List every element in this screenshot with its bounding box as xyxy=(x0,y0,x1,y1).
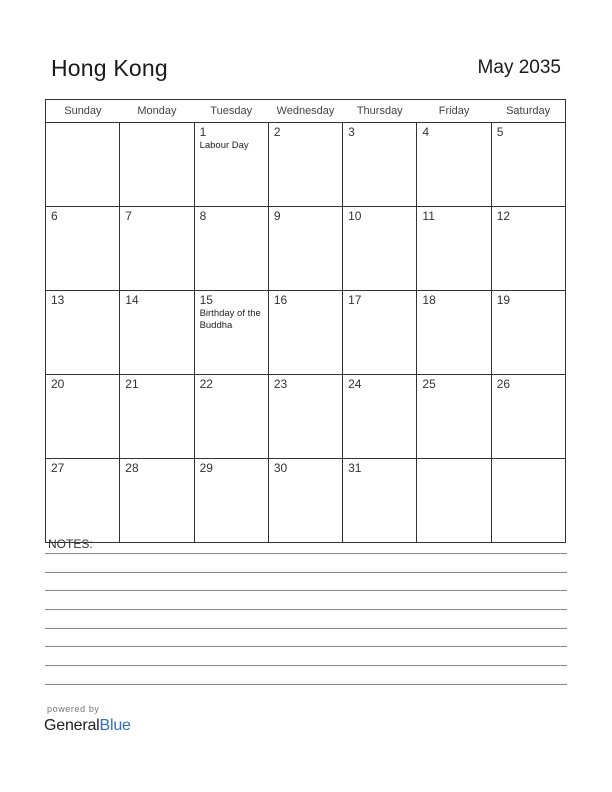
day-cell[interactable] xyxy=(417,291,491,375)
day-number: 21 xyxy=(125,377,139,391)
day-number: 28 xyxy=(125,461,139,475)
day-number: 16 xyxy=(273,293,288,307)
day-cell[interactable] xyxy=(194,123,268,207)
day-cell[interactable] xyxy=(343,459,417,543)
day-cell[interactable] xyxy=(46,291,120,375)
day-number: 1 xyxy=(199,125,207,139)
day-number: 22 xyxy=(199,377,213,391)
day-number: 17 xyxy=(348,293,362,307)
week-row xyxy=(46,459,566,543)
month-year-title: May 2035 xyxy=(477,57,561,78)
day-number: 26 xyxy=(496,377,511,391)
day-number: 30 xyxy=(273,461,288,475)
day-cell[interactable] xyxy=(120,291,194,375)
week-row xyxy=(46,291,566,375)
day-number: 7 xyxy=(125,209,132,223)
day-number: 13 xyxy=(51,293,65,307)
day-number: 20 xyxy=(51,377,65,391)
day-cell[interactable] xyxy=(268,375,342,459)
day-number: 11 xyxy=(422,209,435,223)
brand-blue: Blue xyxy=(99,717,131,734)
day-number: 29 xyxy=(199,461,213,475)
day-number: 19 xyxy=(496,293,511,307)
calendar-grid xyxy=(45,99,566,543)
note-line xyxy=(45,646,567,647)
day-cell[interactable] xyxy=(417,375,491,459)
day-cell[interactable] xyxy=(46,459,120,543)
weekday-saturday: Saturday xyxy=(491,100,565,123)
generalblue-logo[interactable] xyxy=(44,717,131,735)
day-number: 4 xyxy=(422,125,430,139)
day-cell[interactable] xyxy=(491,207,565,291)
region-title: Hong Kong xyxy=(51,55,168,81)
notes-label: NOTES: xyxy=(48,537,93,551)
day-cell[interactable] xyxy=(268,459,342,543)
day-cell[interactable] xyxy=(417,207,491,291)
day-cell[interactable] xyxy=(194,291,268,375)
day-cell[interactable] xyxy=(491,123,565,207)
day-cell[interactable] xyxy=(343,375,417,459)
day-cell[interactable] xyxy=(491,291,565,375)
day-cell[interactable] xyxy=(120,459,194,543)
empty-day-cell xyxy=(46,123,120,207)
note-line xyxy=(45,609,567,610)
empty-day-cell xyxy=(120,123,194,207)
empty-day-cell xyxy=(417,459,491,543)
day-number: 10 xyxy=(348,209,362,223)
day-cell[interactable] xyxy=(343,207,417,291)
powered-by-text: powered by xyxy=(47,704,100,714)
day-cell[interactable] xyxy=(194,207,268,291)
day-number: 25 xyxy=(422,377,436,391)
weekday-monday: Monday xyxy=(120,100,194,123)
day-number: 27 xyxy=(51,461,65,475)
weekday-thursday: Thursday xyxy=(343,100,417,123)
day-number: 3 xyxy=(348,125,355,139)
day-cell[interactable] xyxy=(120,207,194,291)
day-number: 24 xyxy=(348,377,362,391)
empty-day-cell xyxy=(491,459,565,543)
day-cell[interactable] xyxy=(268,291,342,375)
day-cell[interactable] xyxy=(417,123,491,207)
day-cell[interactable] xyxy=(343,291,417,375)
note-line xyxy=(45,684,567,685)
note-line xyxy=(45,590,567,591)
day-number: 2 xyxy=(273,125,281,139)
day-number: 5 xyxy=(496,125,504,139)
day-number: 14 xyxy=(125,293,139,307)
note-line xyxy=(45,553,567,554)
day-cell[interactable] xyxy=(46,375,120,459)
day-number: 15 xyxy=(199,293,213,307)
week-row xyxy=(46,123,566,207)
day-cell[interactable] xyxy=(268,207,342,291)
week-row xyxy=(46,375,566,459)
weekday-wednesday: Wednesday xyxy=(268,100,342,123)
weekday-header-row xyxy=(46,100,566,123)
day-cell[interactable] xyxy=(194,375,268,459)
weekday-sunday: Sunday xyxy=(46,100,120,123)
holiday-label: Birthday of the Buddha xyxy=(199,308,261,331)
day-number: 12 xyxy=(496,209,511,223)
day-cell[interactable] xyxy=(194,459,268,543)
day-number: 18 xyxy=(422,293,436,307)
day-number: 31 xyxy=(348,461,362,475)
day-cell[interactable] xyxy=(268,123,342,207)
holiday-label: Labour Day xyxy=(199,140,249,151)
day-cell[interactable] xyxy=(46,207,120,291)
day-number: 6 xyxy=(51,209,58,223)
note-line xyxy=(45,572,567,573)
brand-general: General xyxy=(44,717,100,734)
weekday-tuesday: Tuesday xyxy=(194,100,268,123)
weekday-friday: Friday xyxy=(417,100,491,123)
day-number: 8 xyxy=(199,209,207,223)
day-number: 23 xyxy=(273,377,288,391)
week-row xyxy=(46,207,566,291)
day-cell[interactable] xyxy=(120,375,194,459)
day-cell[interactable] xyxy=(343,123,417,207)
note-line xyxy=(45,665,567,666)
day-number: 9 xyxy=(273,209,281,223)
day-cell[interactable] xyxy=(491,375,565,459)
note-line xyxy=(45,628,567,629)
